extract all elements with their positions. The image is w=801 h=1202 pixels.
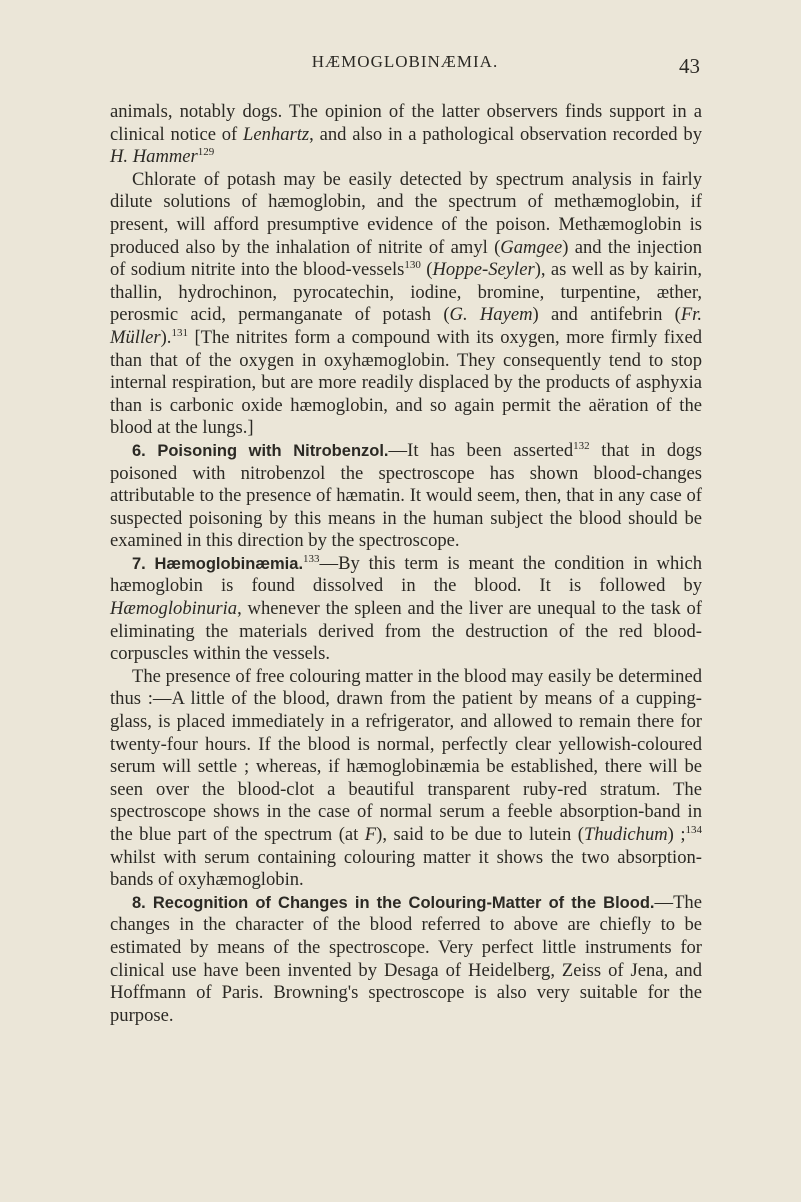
footnote-ref: 131 (171, 326, 188, 339)
paragraph-2: Chlorate of potash may be easily detected by spectrum analysis in fairly dilute solutions of hæmoglobin, and the spectrum of methæmoglobin, if present, will afford presumptive evidence of the poison. Methæmoglobin is produced also by the inhalation of nitrite of amyl (Gamgee) and the injection of sodium nitrite into the blood-vessels$^{130}$ (Hoppe-Seyler), as well as by kairin, thallin, hydrochinon, pyrocatechin, iodine, bromine, turpentine, æther, perosmic acid, permanganate of potash (G. Hayem) and antifebrin (Fr. Müller).$^{131}$ [The nitrites form a compound with its oxygen, more firmly fixed than that of the oxygen in oxyhæmoglobin. They consequently tend to stop internal respiration, but are more readily displaced by the products of asphyxia than is carbonic oxide hæmoglobin, and so again permit the aëration of the blood at the lungs.] (110, 168, 703, 439)
author-hammer: H. Hammer (110, 146, 198, 168)
section-title-nitrobenzol: 6. Poisoning with Nitrobenzol. (132, 441, 389, 460)
body-text (110, 101, 702, 1027)
author-thudichum: Thudichum (584, 824, 668, 845)
author-muller: Fr. Müller (110, 304, 703, 348)
paragraph-4: 7. Hæmoglobinæmia.$^{133}$—By this term is meant the condition in which hæmoglobin is found dissolved in the blood. It is followed by Hæmoglobinuria, whenever the spleen and the liver are unequal to the task of eliminating the materials derived from the destruction of the red blood-corpuscles within the vessels. (110, 552, 702, 665)
footnote-ref: 130 (404, 259, 421, 272)
running-head: HÆMOGLOBINÆMIA. (311, 52, 499, 71)
spectral-line-letter: F (364, 824, 377, 845)
author-hoppe-seyler: Hoppe-Seyler (432, 259, 535, 281)
paragraph-6: 8. Recognition of Changes in the Colouring-Matter of the Blood.—The changes in the character of the blood referred to above are chiefly to be estimated by means of the spectroscope. Very perfect little instruments for clinical use have been invented by Desaga of Heidelberg, Zeiss of Jena, and Hoffmann of Paris. Browning's spectroscope is also very suitable for the purpose. (110, 891, 702, 1026)
footnote-ref: 129 (197, 146, 215, 159)
term-haemoglobinuria: Hæmoglobinuria (110, 598, 238, 620)
paragraph-1: animals, notably dogs. The opinion of the latter observers finds support in a clinical notice of Lenhartz, and also in a pathological observation recorded by H. Hammer$^{129}$ (110, 101, 702, 168)
footnote-ref: 133 (303, 552, 320, 565)
author-hayem: G. Hayem (449, 304, 533, 326)
footnote-ref: 134 (685, 824, 702, 836)
page-number: 43 (679, 54, 700, 78)
author-lenhartz: Lenhartz (243, 123, 310, 145)
author-gamgee: Gamgee (500, 236, 563, 258)
section-title-haemoglobinaemia: 7. Hæmoglobinæmia. (132, 554, 304, 573)
section-title-recognition: 8. Recognition of Changes in the Colouring-Matter of the Blood. (132, 893, 655, 912)
footnote-ref: 132 (573, 439, 590, 452)
page-header (110, 52, 700, 82)
paragraph-5: The presence of free colouring matter in the blood may easily be determined thus :—A little of the blood, drawn from the patient by means of a cupping-glass, is placed immediately in a refrigerator, and allowed to remain there for twenty-four hours. If the blood is normal, perfectly clear yellowish-coloured serum will settle ; whereas, if hæmoglobinæmia be established, there will be seen over the blood-clot a beautiful transparent ruby-red stratum. The spectroscope shows in the case of normal serum a feeble absorption-band in the blue part of the spectrum (at F), said to be due to lutein (Thudichum) ;$^{134}$ whilst with serum containing colouring matter it shows the two absorption-bands of oxyhæmoglobin. (110, 665, 702, 891)
paragraph-3: 6. Poisoning with Nitrobenzol.—It has been asserted$^{132}$ that in dogs poisoned with nitrobenzol the spectroscope has shown blood-changes attributable to the presence of hæmatin. It would seem, then, that in any case of suspected poisoning by this means in the human subject the blood should be examined in this direction by the spectroscope. (110, 439, 703, 552)
